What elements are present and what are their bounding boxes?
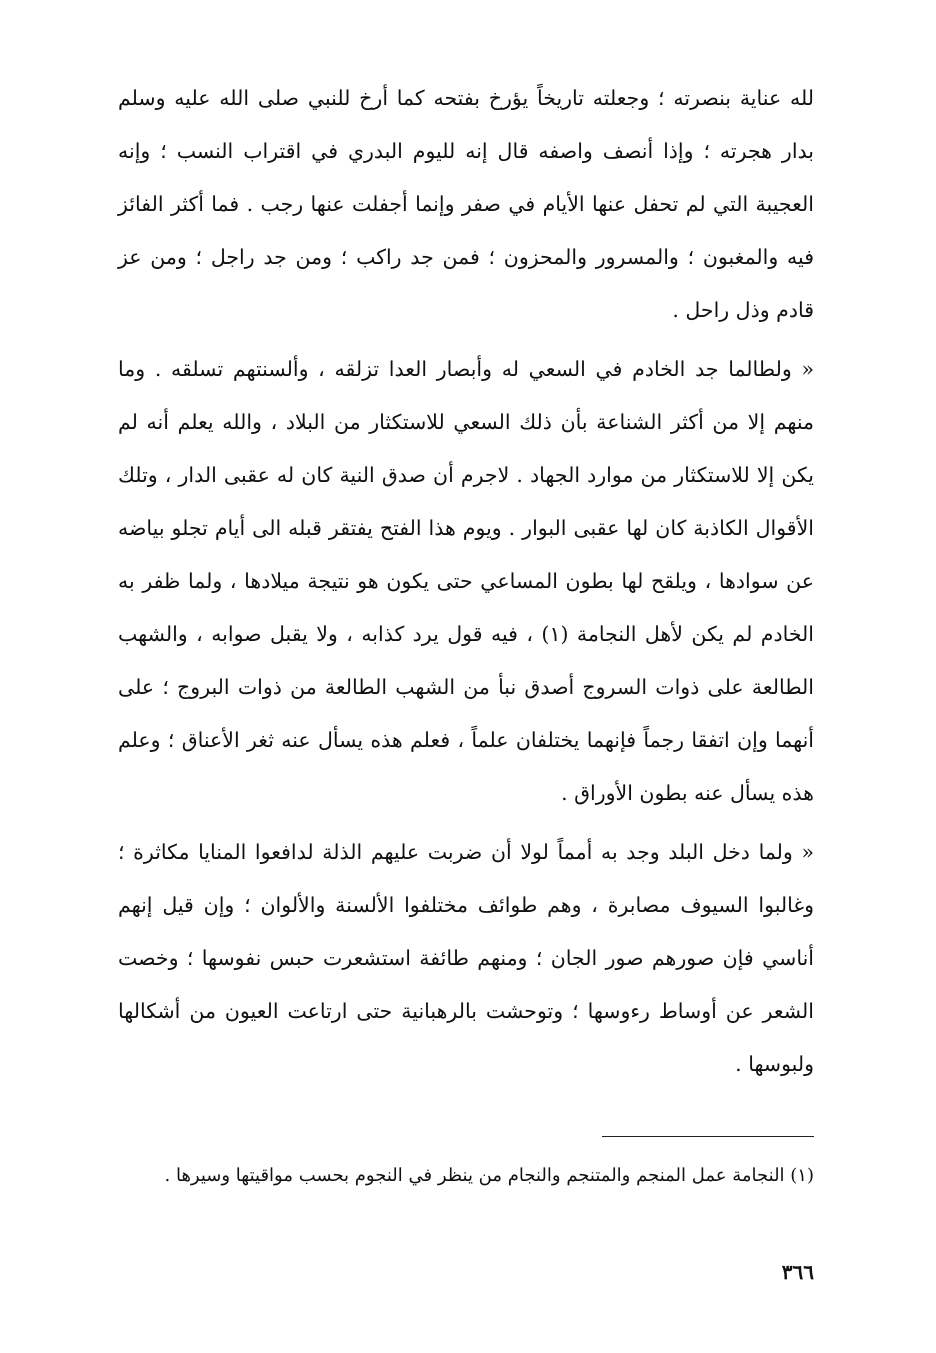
footnote: (١) النجامة عمل المنجم والمتنجم والنجام من ينظر في النجوم بحسب مواقيتها وسيرها .: [164, 1165, 814, 1186]
footnote-divider: [602, 1136, 814, 1137]
body-paragraph: « ولطالما جد الخادم في السعي له وأبصار العدا تزلقه ، وألسنتهم تسلقه . وما منهم إلا من أكثر الشناعة بأن ذلك السعي للاستكثار من البلاد ، والله يعلم أنه لم يكن إلا للاستكثار من موارد الجهاد . لاجرم أن صدق النية كان له عقبى الدار ، وتلك الأقوال الكاذبة كان لها عقبى البوار . ويوم هذا الفتح يفتقر قبله الى أيام تجلو بياضه عن سوادها ، ويلقح لها بطون المساعي حتى يكون هو نتيجة ميلادها ، ولما ظفر به الخادم لم يكن لأهل النجامة (١) ، فيه قول يرد كذابه ، ولا يقبل صوابه ، والشهب الطالعة على ذوات السروج أصدق نبأ من الشهب الطالعة من ذوات البروج ؛ على أنهما وإن اتفقا رجماً فإنهما يختلفان علماً ، فعلم هذه يسأل عنه ثغر الأعناق ؛ وعلم هذه يسأل عنه بطون الأوراق .: [118, 357, 814, 805]
book-page: [118, 72, 814, 1312]
body-paragraph: « ولما دخل البلد وجد به أمماً لولا أن ضربت عليهم الذلة لدافعوا المنايا مكاثرة ؛ وغالبوا السيوف مصابرة ، وهم طوائف مختلفوا الألسنة والألوان ؛ وإن قيل إنهم أناسي فإن صورهم صور الجان ؛ ومنهم طائفة استشعرت حبس نفوسها ؛ وخصت الشعر عن أوساط رءوسها ؛ وتوحشت بالرهبانية حتى ارتاعت العيون من أشكالها ولبوسها .: [118, 840, 814, 1076]
page-number: ٣٦٦: [781, 1260, 814, 1284]
body-paragraph: لله عناية بنصرته ؛ وجعلته تاريخاً يؤرخ بفتحه كما أرخ للنبي صلى الله عليه وسلم بدار هجرته ؛ وإذا أنصف واصفه قال إنه لليوم البدري في اقتراب النسب ؛ وإنه العجيبة التي لم تحفل عنها الأيام في صفر وإنما أجفلت عنها رجب . فما أكثر الفائز فيه والمغبون ؛ والمسرور والمحزون ؛ فمن جد راكب ؛ ومن جد راجل ؛ ومن عز قادم وذل راحل .: [118, 86, 814, 322]
